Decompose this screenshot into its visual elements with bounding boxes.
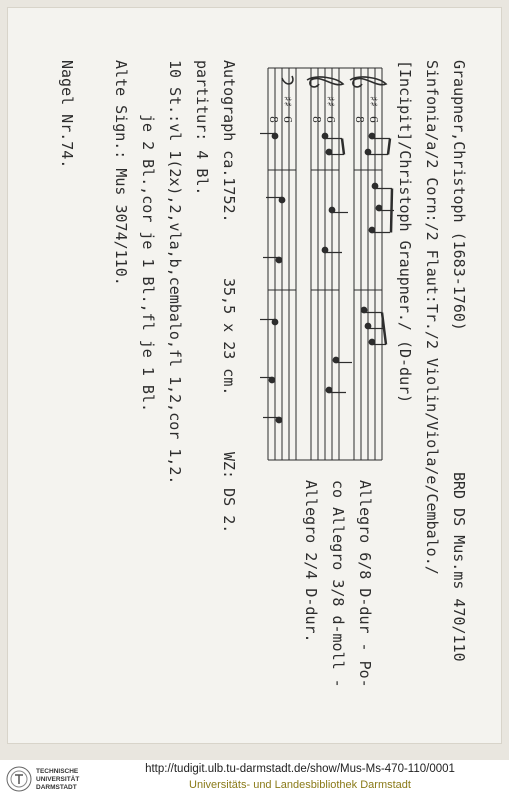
tempo-line-2: co Allegro 3/8 d-moll -	[329, 480, 347, 688]
svg-text:6: 6	[324, 116, 337, 123]
parts-line-2: je 2 Bl.,cor je 1 Bl.,fl je 1 Bl.	[139, 114, 157, 413]
svg-text:8: 8	[353, 116, 366, 123]
tu-darmstadt-logo-icon	[6, 766, 32, 792]
library-name: Universitäts- und Landesbibliothek Darmstadt	[189, 779, 411, 791]
document-url-link[interactable]: http://tudigit.ulb.tu-darmstadt.de/show/Mus-Ms-470-110/0001	[145, 763, 455, 775]
logo-text: TECHNISCHE UNIVERSITÄT DARMSTADT	[36, 768, 80, 791]
tempo-line-3: Allegro 2/4 D-dur.	[302, 480, 320, 643]
svg-text:♯♯: ♯♯	[324, 96, 337, 107]
svg-text:8: 8	[310, 116, 323, 123]
footer-bar	[0, 760, 509, 800]
svg-text:6: 6	[367, 116, 380, 123]
shelfmark: BRD DS Mus.ms 470/110	[450, 472, 468, 662]
musical-incipit	[259, 60, 394, 470]
autograph-date: Autograph ca.1752.	[220, 60, 238, 223]
svg-text:♯♯: ♯♯	[367, 96, 380, 107]
watermark-note: WZ: DS 2.	[220, 452, 238, 534]
music-staff-image	[259, 60, 394, 470]
composer-heading: Graupner,Christoph (1683-1760)	[450, 60, 468, 331]
svg-text:♯♯: ♯♯	[281, 96, 294, 107]
svg-text:8: 8	[267, 116, 280, 123]
card-text-rotated	[22, 60, 472, 750]
parts-line-1: 10 St.:vl 1(2x),2,vla,b,cembalo,fl 1,2,cor 1,2.	[166, 60, 184, 485]
tu-darmstadt-logo[interactable]	[6, 766, 96, 796]
nagel-number: Nagel Nr.74.	[58, 60, 76, 169]
title-line-2: [Incipit]/Christoph Graupner./ (D-dur)	[396, 60, 414, 404]
svg-text:6: 6	[281, 116, 294, 123]
old-signature: Alte Sign.: Mus 3074/110.	[112, 60, 130, 286]
dimensions: 35,5 x 23 cm.	[220, 278, 238, 396]
partitur-note: partitur: 4 Bl.	[193, 60, 211, 196]
tempo-line-1: Allegro 6/8 D-dur - Po-	[356, 480, 374, 688]
title-line-1: Sinfonia/a/2 Corn:/2 Flaut:Tr./2 Violin/Viola/e/Cembalo./	[423, 60, 441, 575]
